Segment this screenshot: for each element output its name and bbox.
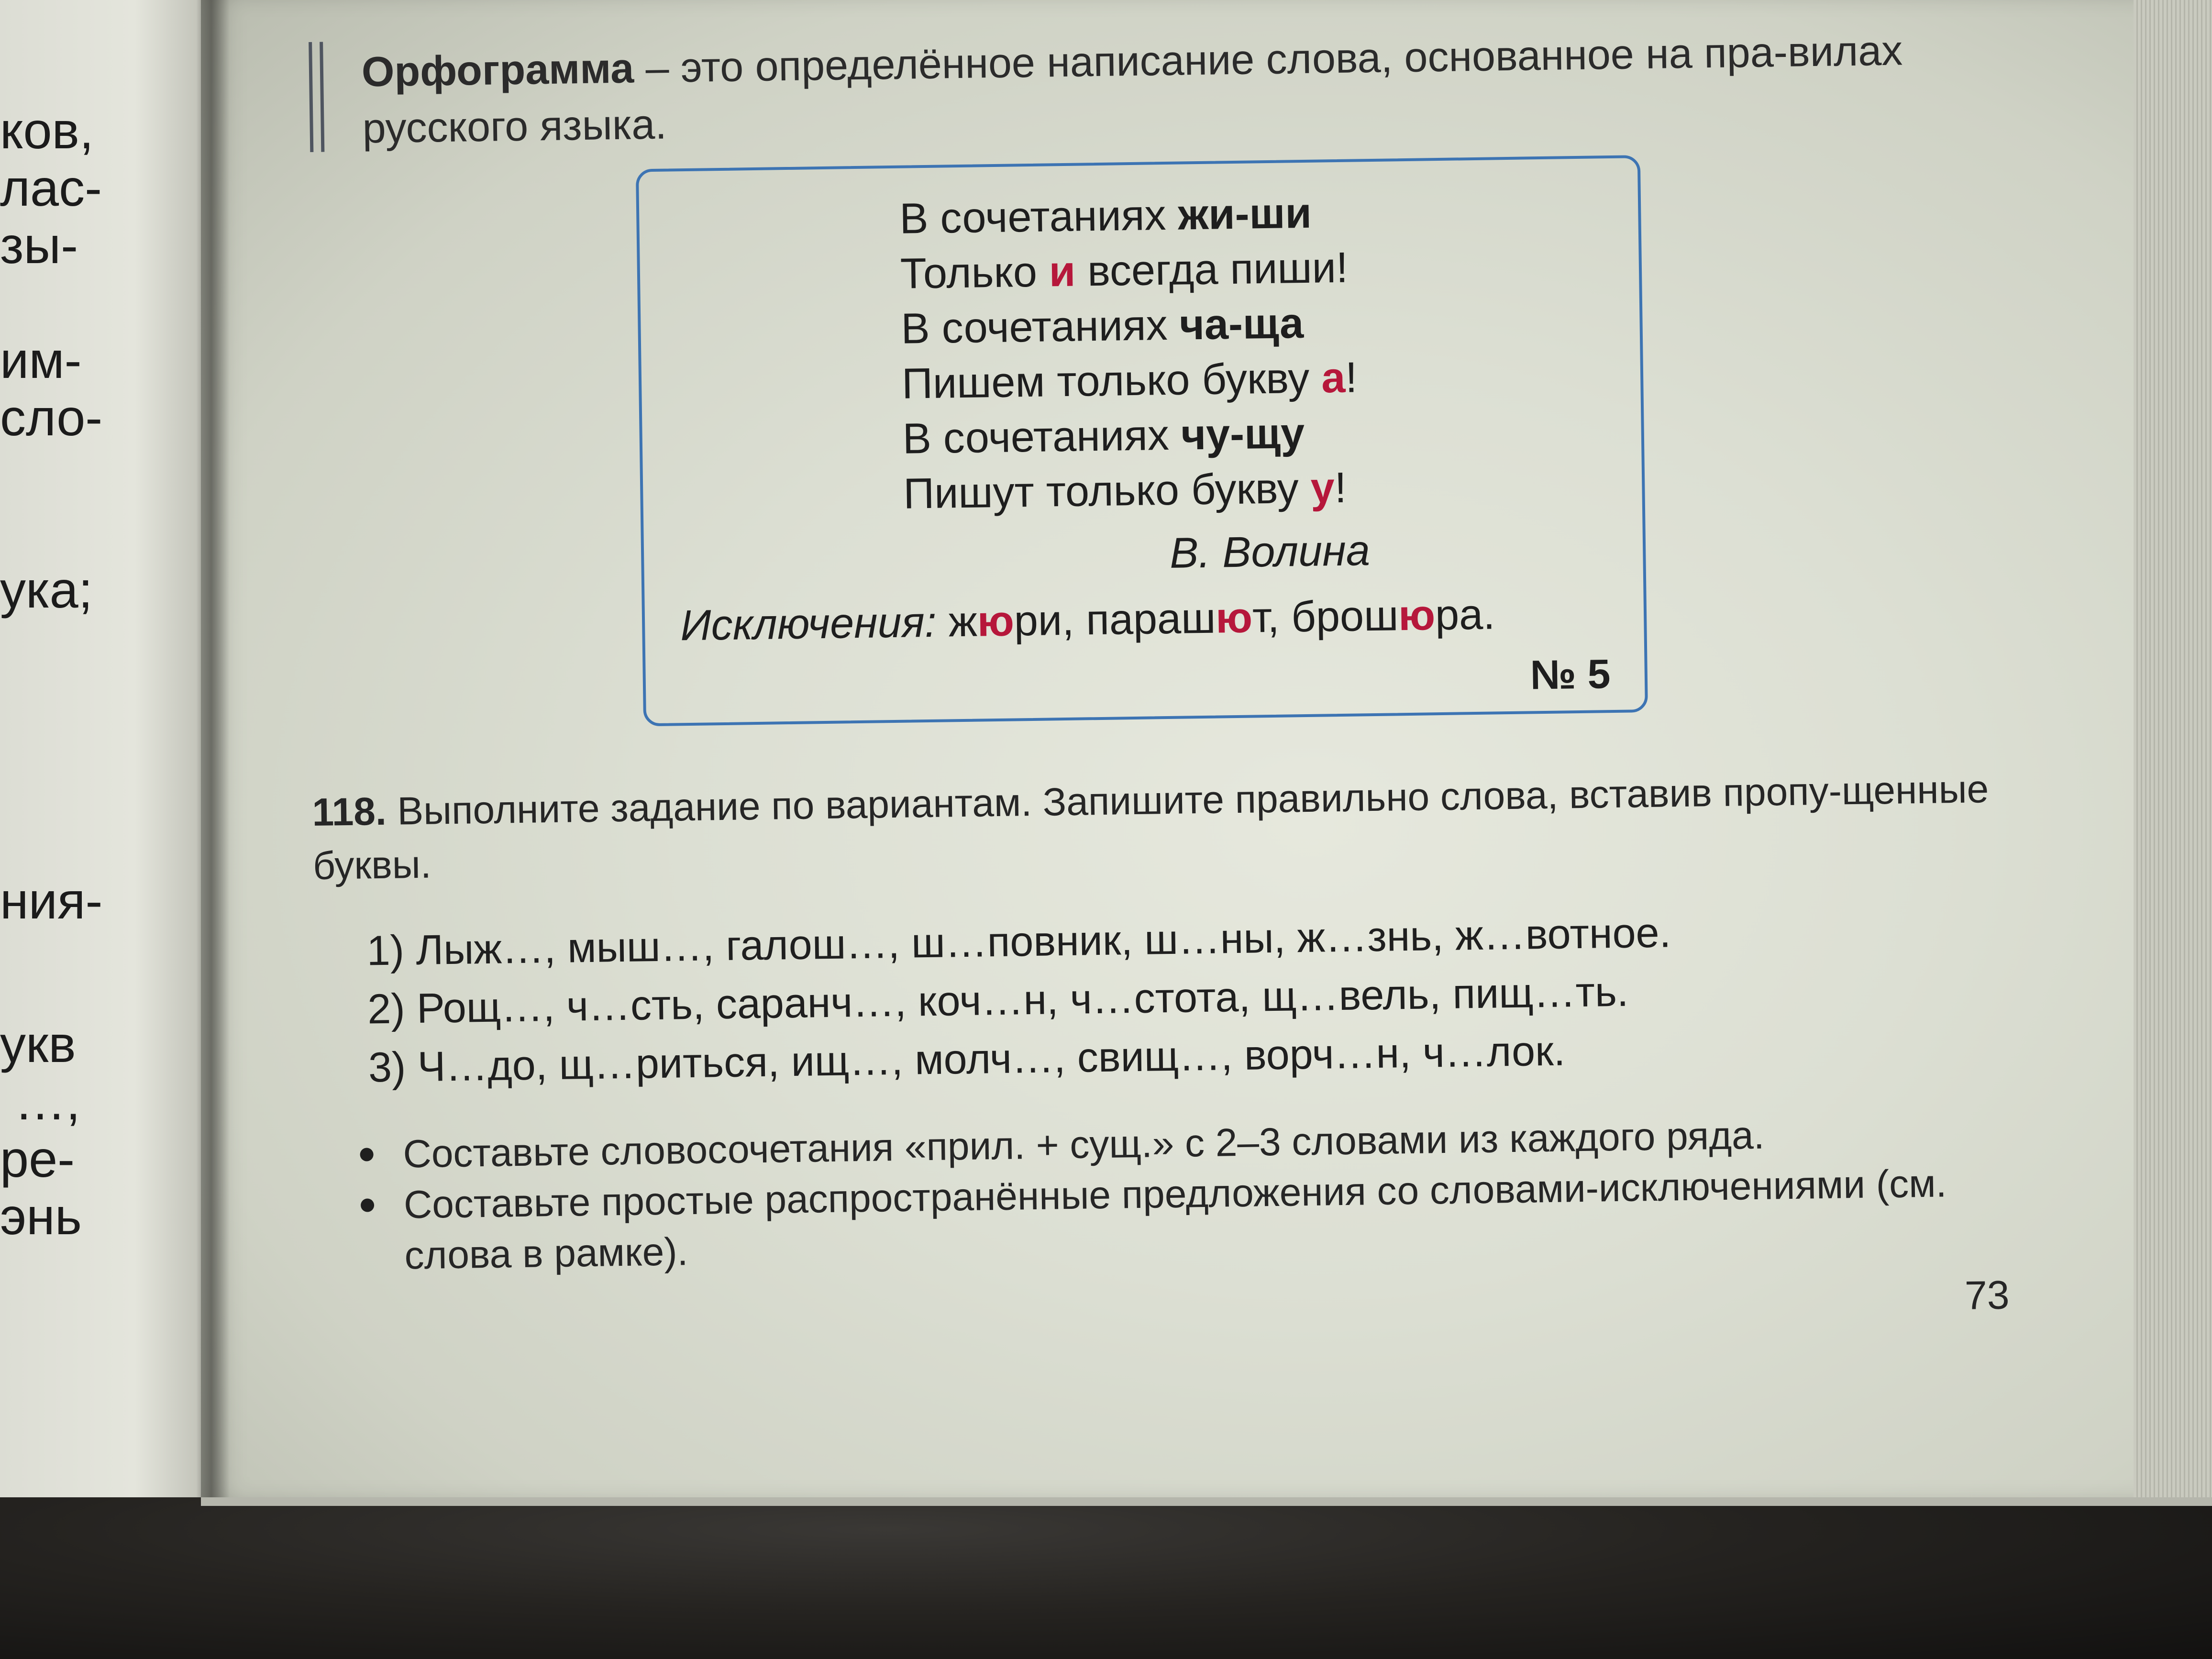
task-number: 118. — [311, 789, 387, 835]
poem-bold: ча-ща — [1179, 299, 1304, 349]
bullet-text: Составьте словосочетания «прил. + сущ.» с 2–3 словами из каждого ряда. — [402, 1113, 1765, 1176]
rule-box-number: № 5 — [1530, 651, 1611, 698]
exception-word — [1085, 593, 1292, 644]
poem-red-letter: а — [1321, 354, 1346, 402]
variant-row: 3) Ч…до, щ…риться, ищ…, молч…, свищ…, ворч…н, ч…лок. — [368, 1027, 1566, 1091]
poem-line — [899, 182, 1570, 247]
exception-red-letter: ю — [1215, 594, 1253, 642]
poem-author: В. Волина — [1169, 527, 1371, 577]
poem-text: Пишут только букву — [903, 464, 1311, 518]
definition-term: Орфограмма — [361, 44, 634, 96]
left-fragment: ния- — [0, 872, 103, 929]
poem-text: В сочетаниях — [899, 191, 1179, 243]
poem-line — [903, 457, 1573, 522]
left-fragment: энь — [0, 1187, 82, 1245]
exception-text: ри, — [1014, 596, 1086, 645]
poem-bold: жи-ши — [1177, 189, 1312, 239]
definition-text: – это определённое написание слова, основанное на пра-вилах русского языка. — [362, 26, 1903, 152]
bullet-dot-icon — [361, 1198, 374, 1212]
left-fragment: им- — [0, 331, 82, 389]
poem-bold: чу-щу — [1181, 409, 1305, 459]
poem-line — [902, 402, 1572, 467]
poem-text: Только — [900, 248, 1050, 298]
exception-red-letter: ю — [977, 597, 1015, 646]
poem-red-letter: и — [1049, 247, 1076, 296]
poem-text: ! — [1334, 464, 1347, 512]
bullet-dot-icon — [360, 1148, 373, 1161]
exception-word — [948, 596, 1086, 646]
page-number: 73 — [1964, 1272, 2010, 1318]
exceptions-label: Исключения: — [680, 598, 937, 650]
exception-text: брош — [1291, 592, 1399, 641]
bullet-text: Составьте простые распространённые предложения со словами-исключениями (см. слова в рамке). — [403, 1161, 1947, 1278]
left-fragment: ков, — [0, 101, 94, 159]
poem-line — [901, 347, 1571, 412]
poem-text: В сочетаниях — [900, 301, 1180, 353]
bullet-list — [360, 1106, 2036, 1282]
left-fragment: зы- — [0, 216, 78, 274]
left-fragment: ука; — [0, 561, 93, 619]
definition-paragraph — [361, 21, 1989, 156]
left-fragment: ре- — [0, 1130, 75, 1188]
margin-double-rule — [309, 42, 324, 152]
variants-list — [366, 899, 1947, 1096]
left-fragment: лас- — [0, 159, 102, 217]
rule-poem — [899, 182, 1573, 521]
poem-text: В сочетаниях — [902, 411, 1182, 463]
left-fragment: …, — [14, 1073, 81, 1130]
exception-word — [1291, 590, 1495, 641]
poem-text: ! — [1345, 354, 1358, 402]
exception-red-letter: ю — [1398, 591, 1436, 640]
poem-red-letter: у — [1310, 464, 1335, 512]
left-fragment: укв — [0, 1015, 76, 1073]
exception-text: параш — [1085, 594, 1216, 644]
variant-row: 1) Лыж…, мыш…, галош…, ш…повник, ш…ны, ж…знь, ж…вотное. — [366, 908, 1671, 974]
exception-text: т, — [1252, 593, 1292, 642]
poem-text: Пишем только букву — [901, 354, 1322, 408]
poem-line — [900, 237, 1570, 302]
poem-line — [901, 292, 1571, 357]
exception-text: ра. — [1435, 590, 1495, 640]
left-fragment: сло- — [0, 388, 103, 446]
poem-text: всегда пиши! — [1075, 243, 1349, 296]
task-text: Выполните задание по вариантам. Запишите правильно слова, вставив пропу-щенные буквы. — [312, 767, 1989, 888]
exception-text: ж — [948, 597, 978, 646]
task-paragraph — [312, 762, 2016, 893]
variant-row: 2) Рощ…, ч…сть, саранч…, коч…н, ч…стота, щ…вель, пищ…ть. — [367, 967, 1629, 1033]
